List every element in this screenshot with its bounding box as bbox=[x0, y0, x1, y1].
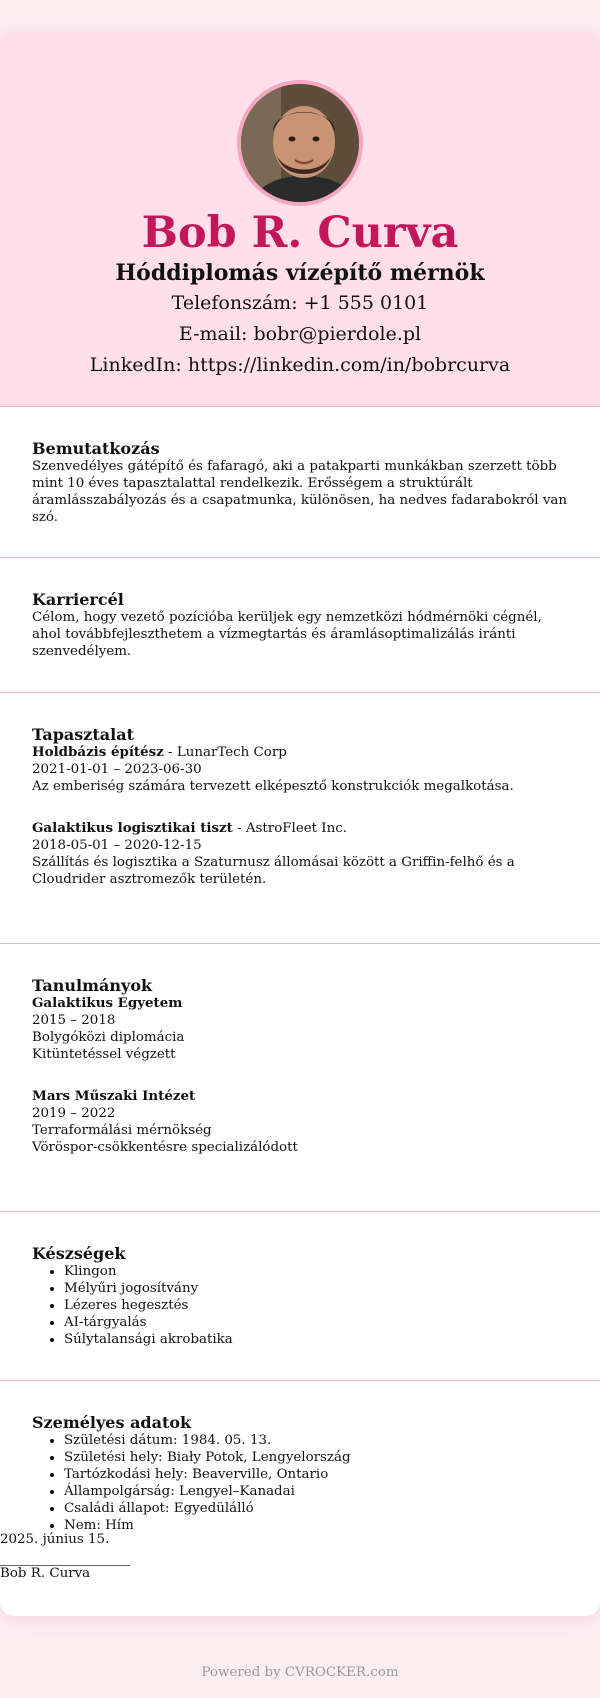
job-title: Hóddiplomás vízépítő mérnök bbox=[115, 260, 485, 286]
skills-heading: Készségek bbox=[32, 1244, 126, 1263]
cv-card bbox=[0, 32, 600, 1616]
note: Vöröspor-csökkentésre specializálódott bbox=[32, 1140, 298, 1155]
list-item: • Születési hely: Biały Potok, Lengyelország bbox=[64, 1449, 568, 1466]
personal-list bbox=[0, 1432, 568, 1534]
personal-heading: Személyes adatok bbox=[32, 1413, 192, 1432]
list-item: • AI-tárgyalás bbox=[64, 1314, 568, 1331]
person-name: Bob R. Curva bbox=[141, 208, 459, 258]
education-entry bbox=[32, 995, 568, 1063]
list-item: • Nem: Hím bbox=[64, 1517, 568, 1534]
linkedin: LinkedIn: https://linkedin.com/in/bobrcurva bbox=[89, 354, 511, 376]
list-item: • Állampolgárság: Lengyel–Kanadai bbox=[64, 1483, 568, 1500]
note: Kitüntetéssel végzett bbox=[32, 1047, 176, 1062]
dates: 2015 – 2018 bbox=[32, 1013, 116, 1028]
objective-text: Célom, hogy vezető pozícióba kerüljek egy nemzetközi hódmérnöki cégnél, ahol továbbfejleszthetem a vízmegtartás és áramlásoptimalizálás iránti szenvedélyem. bbox=[32, 610, 542, 659]
about-heading: Bemutatkozás bbox=[32, 439, 160, 458]
experience-heading: Tapasztalat bbox=[32, 725, 134, 744]
dates: 2018-05-01 – 2020-12-15 bbox=[32, 838, 202, 853]
profile-photo-icon bbox=[241, 84, 363, 206]
degree: Bolygóközi diplomácia bbox=[32, 1030, 185, 1045]
objective-section bbox=[0, 557, 600, 692]
education-heading: Tanulmányok bbox=[32, 976, 153, 995]
company: - AstroFleet Inc. bbox=[232, 821, 347, 836]
about-text: Szenvedélyes gátépítő és fafaragó, aki a patakparti munkákban szerzett több mint 10 éves tapasztalattal rendelkezik. Erősségem a struktúrált áramlásszabályozás és a csapatmunka, különösen, ha nedves fadarabokról van szó. bbox=[32, 459, 567, 525]
avatar bbox=[237, 80, 363, 206]
degree: Terraformálási mérnökség bbox=[32, 1123, 212, 1138]
skills-list bbox=[0, 1263, 568, 1348]
experience-section bbox=[0, 692, 600, 943]
powered-by-footer: Powered by CVROCKER.com bbox=[201, 1665, 399, 1680]
education-entry bbox=[32, 1088, 568, 1156]
school: Mars Műszaki Intézet bbox=[32, 1088, 196, 1104]
list-item: • Lézeres hegesztés bbox=[64, 1297, 568, 1314]
list-item: • Klingon bbox=[64, 1263, 568, 1280]
signature-name: Bob R. Curva bbox=[0, 1566, 91, 1581]
experience-entry bbox=[32, 820, 568, 888]
objective-heading: Karriercél bbox=[32, 590, 124, 609]
phone: Telefonszám: +1 555 0101 bbox=[171, 292, 429, 314]
school: Galaktikus Egyetem bbox=[32, 995, 183, 1011]
about-section bbox=[0, 406, 600, 557]
experience-entry bbox=[32, 744, 568, 795]
company: - LunarTech Corp bbox=[163, 745, 287, 760]
skills-section bbox=[0, 1211, 600, 1380]
list-item: • Mélyűri jogosítvány bbox=[64, 1280, 568, 1297]
description: Szállítás és logisztika a Szaturnusz állomásai között a Griffin-felhő és a Cloudrider asztromezők területén. bbox=[32, 855, 515, 887]
email: E-mail: bobr@pierdole.pl bbox=[178, 323, 422, 345]
dates: 2019 – 2022 bbox=[32, 1106, 116, 1121]
signature-date: 2025. június 15. bbox=[0, 1532, 110, 1547]
description: Az emberiség számára tervezett elképesztő konstrukciók megalkotása. bbox=[32, 779, 514, 794]
role: Galaktikus logisztikai tiszt bbox=[32, 820, 233, 836]
list-item: • Családi állapot: Egyedülálló bbox=[64, 1500, 568, 1517]
education-section bbox=[0, 943, 600, 1211]
dates: 2021-01-01 – 2023-06-30 bbox=[32, 762, 202, 777]
role: Holdbázis építész bbox=[32, 744, 164, 760]
list-item: • Születési dátum: 1984. 05. 13. bbox=[64, 1432, 568, 1449]
cv-header bbox=[0, 32, 600, 406]
list-item: • Tartózkodási hely: Beaverville, Ontario bbox=[64, 1466, 568, 1483]
list-item: • Súlytalansági akrobatika bbox=[64, 1331, 568, 1348]
